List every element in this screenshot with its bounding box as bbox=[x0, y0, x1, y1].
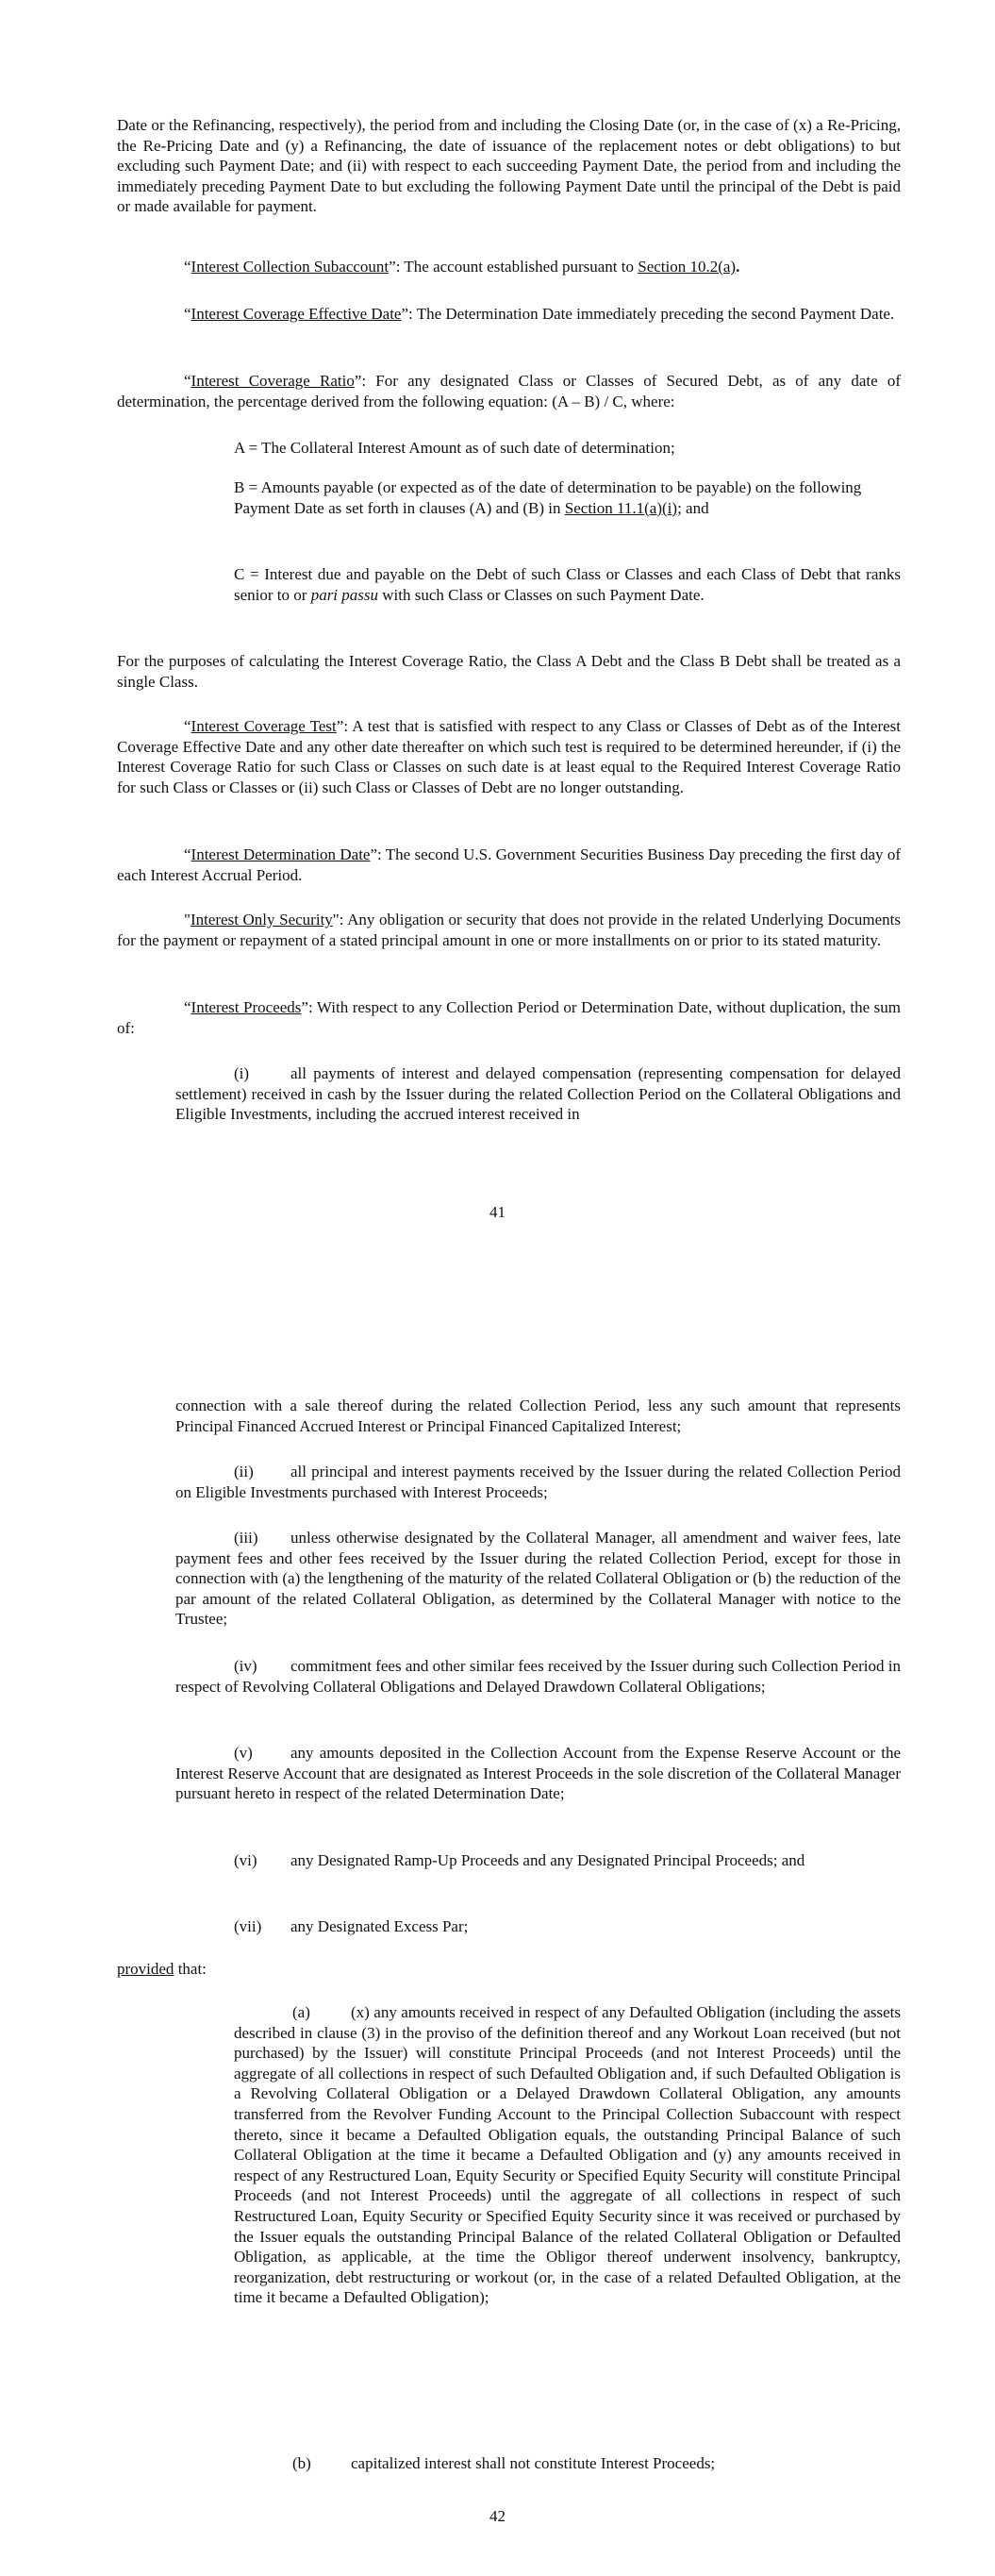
item-number: (v) bbox=[234, 1744, 253, 1762]
item-number: (iii) bbox=[234, 1529, 258, 1547]
defined-term: Interest Only Security bbox=[190, 911, 333, 928]
item-number: (b) bbox=[292, 2454, 311, 2472]
section-reference: Section 11.1(a)(i) bbox=[564, 498, 678, 517]
paragraph: Date or the Refinancing, respectively), the period from and including the Closing Date (or, in the case of (x) a Re-Pricing, the Re-Pricing Date and (y) a Refinancing, the date of issuance of the replacement notes or debt obligations) to but excluding such Payment Date; and (ii) with respect to each succeeding Payment Date, the period from and including the immediately preceding Payment Date to but excluding the following Payment Date until the principal of the Debt is paid or made available for payment. bbox=[117, 116, 901, 216]
item-number: (a) bbox=[292, 2003, 310, 2021]
defined-term: Interest Proceeds bbox=[191, 998, 302, 1016]
provided-that: provided that: bbox=[117, 1960, 207, 1978]
defined-term: Interest Collection Subaccount bbox=[191, 258, 390, 276]
defined-term: Interest Coverage Test bbox=[191, 717, 337, 735]
page-42 bbox=[0, 1288, 995, 2576]
item-number: (vii) bbox=[234, 1917, 262, 1935]
interest-proceeds-item-ii: (ii) all principal and interest payments received by the Issuer during the related Collection Period on Eligible Investments purchased with Interest Proceeds; bbox=[175, 1463, 901, 1501]
definition-interest-proceeds: “Interest Proceeds”: With respect to any Collection Period or Determination Date, without duplication, the sum of: bbox=[117, 998, 902, 1037]
interest-proceeds-item-iii: (iii) unless otherwise designated by the Collateral Manager, all amendment and waiver fees, late payment fees and other fees received by the Issuer during the related Collection Period, except for those in connection with (a) the lengthening of the maturity of the related Collateral Obligation or (b) the reduction of the par amount of the related Collateral Obligation, as determined by the Collateral Manager with notice to the Trustee; bbox=[175, 1529, 901, 1629]
item-number: (vi) bbox=[234, 1851, 257, 1869]
proviso-a: (a) (x) any amounts received in respect of any Defaulted Obligation (including the assets described in clause (3) in the proviso of the definition thereof and any Workout Loan received (but not purchased) by the Issuer) will constitute Principal Proceeds (and not Interest Proceeds) until the aggregate of all collections in respect of such Defaulted Obligation and, if such Defaulted Obligation is a Revolving Collateral Obligation or a Delayed Drawdown Collateral Obligation, any amounts transferred from the Revolver Funding Account to the Principal Collection Subaccount with respect thereto, since it became a Defaulted Obligation equals, the outstanding Principal Balance of such Collateral Obligation at the time it became a Defaulted Obligation and (y) any amounts received in respect of any Restructured Loan, Equity Security or Specified Equity Security will constitute Principal Proceeds (and not Interest Proceeds) until the aggregate of all collections in respect of such Restructured Loan, Equity Security or Specified Equity Security since it was received or purchased by the Issuer equals the outstanding Principal Balance of the related Collateral Obligation or Defaulted Obligation, as applicable, at the time the Obligor thereof underwent insolvency, bankruptcy, reorganization, debt restructuring or workout (or, in the case of a related Defaulted Obligation, at the time it became a Defaulted Obligation); bbox=[234, 2003, 901, 2307]
page-number: 41 bbox=[489, 1203, 506, 1221]
interest-proceeds-item-i: (i) all payments of interest and delayed compensation (representing compensation for delayed settlement) received in cash by the Issuer during the related Collection Period on the Collateral Obligations and Eligible Investments, including the accrued interest received in bbox=[175, 1064, 901, 1124]
interest-proceeds-item-i-continued: connection with a sale thereof during the related Collection Period, less any such amount that represents Principal Financed Accrued Interest or Principal Financed Capitalized Interest; bbox=[175, 1397, 901, 1435]
defined-term: Interest Coverage Effective Date bbox=[191, 305, 402, 323]
section-reference: Section 10.2(a) bbox=[638, 258, 737, 276]
proviso-b: (b) capitalized interest shall not constitute Interest Proceeds; bbox=[292, 2454, 716, 2472]
interest-proceeds-item-v: (v) any amounts deposited in the Collection Account from the Expense Reserve Account or the Interest Reserve Account that are designated as Interest Proceeds in the sole discretion of the Collateral Manager pursuant hereto in respect of the related Determination Date; bbox=[175, 1744, 901, 1803]
equation-term-a: A = The Collateral Interest Amount as of such date of determination; bbox=[234, 439, 675, 457]
definition-interest-collection-subaccount: “Interest Collection Subaccount”: The account established pursuant to Section 10.2(a). bbox=[184, 258, 740, 276]
interest-proceeds-item-iv: (iv) commitment fees and other similar fees received by the Issuer during such Collection Period in respect of Revolving Collateral Obligations and Delayed Drawdown Collateral Obligations; bbox=[175, 1657, 901, 1696]
defined-term: provided bbox=[117, 1960, 174, 1978]
item-number: (i) bbox=[234, 1064, 250, 1082]
interest-proceeds-item-vi: (vi) any Designated Ramp-Up Proceeds and any Designated Principal Proceeds; and bbox=[234, 1851, 805, 1869]
item-number: (ii) bbox=[234, 1463, 254, 1480]
interest-accrual-period-continuation bbox=[117, 115, 901, 217]
definition-interest-determination-date: “Interest Determination Date”: The second U.S. Government Securities Business Day preceding the first day of each Interest Accrual Period. bbox=[117, 845, 902, 884]
item-number: (iv) bbox=[234, 1657, 257, 1675]
definition-interest-only-security: "Interest Only Security": Any obligation or security that does not provide in the related Underlying Documents for the payment or repayment of a stated principal amount in one or more installments on or prior to its stated maturity. bbox=[117, 911, 901, 949]
defined-term: Interest Determination Date bbox=[191, 845, 371, 863]
equation-term-c: C = Interest due and payable on the Debt of such Class or Classes and each Class of Debt that ranks senior to or pari passu with such Class or Classes on such Payment Date. bbox=[234, 565, 901, 604]
page-number: 42 bbox=[489, 2507, 506, 2525]
equation-term-b: B = Amounts payable (or expected as of the date of determination to be payable) on the following Payment Date as set forth in clauses (A) and (B) in Section 11.1(a)(i); and bbox=[234, 478, 862, 517]
definition-interest-coverage-effective-date: “Interest Coverage Effective Date”: The Determination Date immediately preceding the second Payment Date. bbox=[184, 305, 895, 323]
definition-interest-coverage-ratio: “Interest Coverage Ratio”: For any designated Class or Classes of Secured Debt, as of any date of determination, the percentage derived from the following equation: (A – B) / C, where: bbox=[117, 372, 901, 410]
interest-proceeds-item-vii: (vii) any Designated Excess Par; bbox=[234, 1917, 469, 1935]
definition-interest-coverage-test: “Interest Coverage Test”: A test that is satisfied with respect to any Class or Classes of Debt as of the Interest Coverage Effective Date and any other date thereafter on which such test is required to be determined hereunder, if (i) the Interest Coverage Ratio for such Class or Classes on such date is at least equal to the Required Interest Coverage Ratio for such Class or Classes or (ii) such Class or Classes of Debt are no longer outstanding. bbox=[117, 717, 901, 796]
purposes-paragraph: For the purposes of calculating the Interest Coverage Ratio, the Class A Debt and the Class B Debt shall be treated as a single Class. bbox=[117, 652, 901, 691]
defined-term: Interest Coverage Ratio bbox=[191, 372, 355, 390]
